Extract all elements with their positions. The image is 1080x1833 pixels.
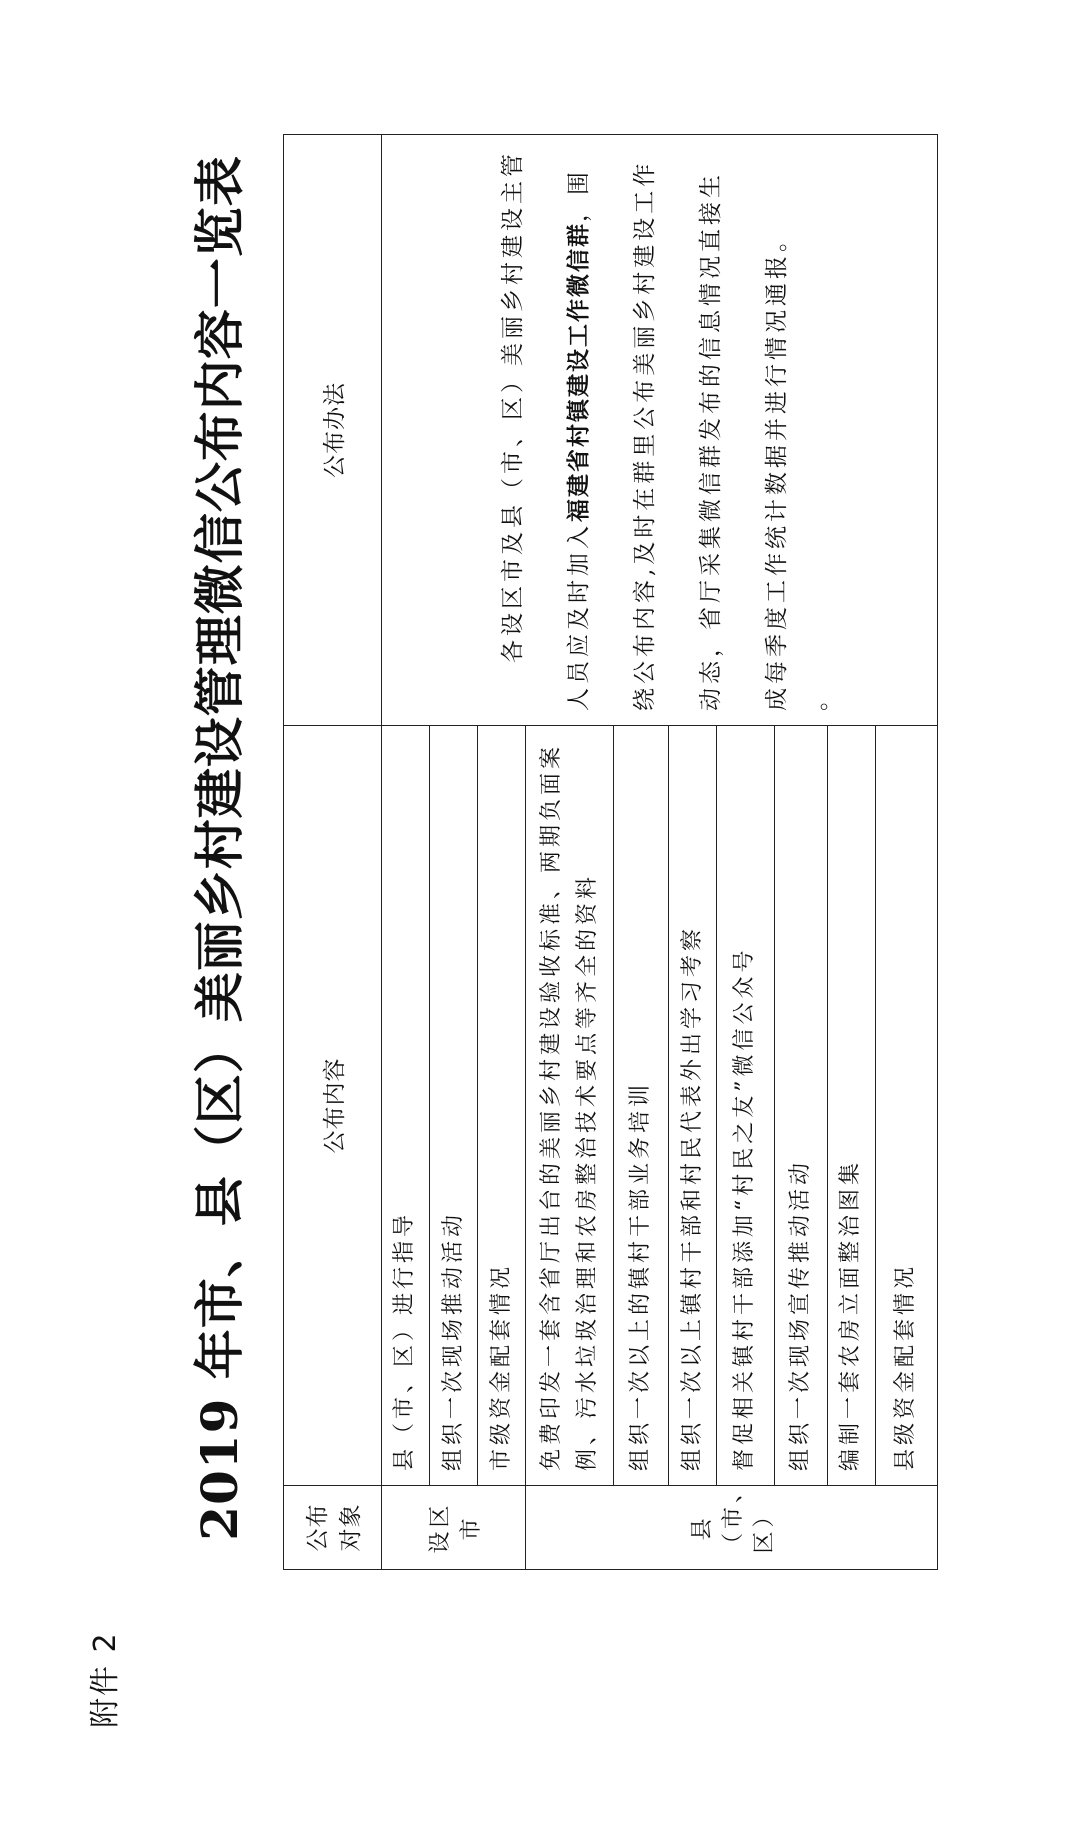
method-trailing-text: 。 <box>805 684 832 711</box>
content-cell: 组织一次以上镇村干部和村民代表外出学习考察 <box>668 726 716 1486</box>
target-cell-city <box>381 1486 526 1570</box>
method-text-part2: ，围绕公布内容,及时在群里公布美丽乡村建设工作动态，省厅采集微信群发布的信息情况直接生成每季度工作统计数据并进行情况通报。 <box>566 159 791 711</box>
content-cell: 组织一次以上的镇村干部业务培训 <box>613 726 668 1486</box>
method-cell <box>381 135 937 726</box>
content-cell: 编制一套农房立面整治图集 <box>827 726 875 1486</box>
method-text-part1: 各设区市及县（市、区）美丽乡村建设主管人员应及时加入 <box>500 150 593 711</box>
content-cell: 市级资金配套情况 <box>478 726 526 1486</box>
publication-table <box>283 134 938 1570</box>
target-cell-county <box>526 1476 938 1570</box>
attachment-label: 附件 2 <box>88 1631 123 1728</box>
target-label: 设区市 <box>427 1501 484 1554</box>
content-cell: 组织一次现场推动活动 <box>429 726 477 1486</box>
content-cell: 督促相关镇村干部添加“村民之友”微信公众号 <box>717 726 774 1486</box>
target-label: 县 <box>690 1514 716 1541</box>
header-content: 公布内容 <box>284 726 382 1486</box>
page-title: 2019 年市、县（区）美丽乡村建设管理微信公布内容一览表 <box>190 155 249 1541</box>
content-cell: 县（市、区）进行指导 <box>381 726 429 1486</box>
header-target: 公布对象 <box>284 1486 382 1570</box>
table-row <box>381 135 429 1570</box>
content-cell: 免费印发一套含省厅出台的美丽乡村建设验收标准、两期负面案例、污水垃圾治理和农房整治技术要点等齐全的资料 <box>526 726 613 1486</box>
target-sublabel: （市、区） <box>721 1476 778 1555</box>
content-cell: 县级资金配套情况 <box>875 726 937 1486</box>
method-bold-text: 福建省村镇建设工作微信群 <box>566 222 593 522</box>
header-method: 公布办法 <box>284 135 382 726</box>
content-cell: 组织一次现场宣传推动活动 <box>774 726 827 1486</box>
table-header-row <box>284 135 382 1570</box>
